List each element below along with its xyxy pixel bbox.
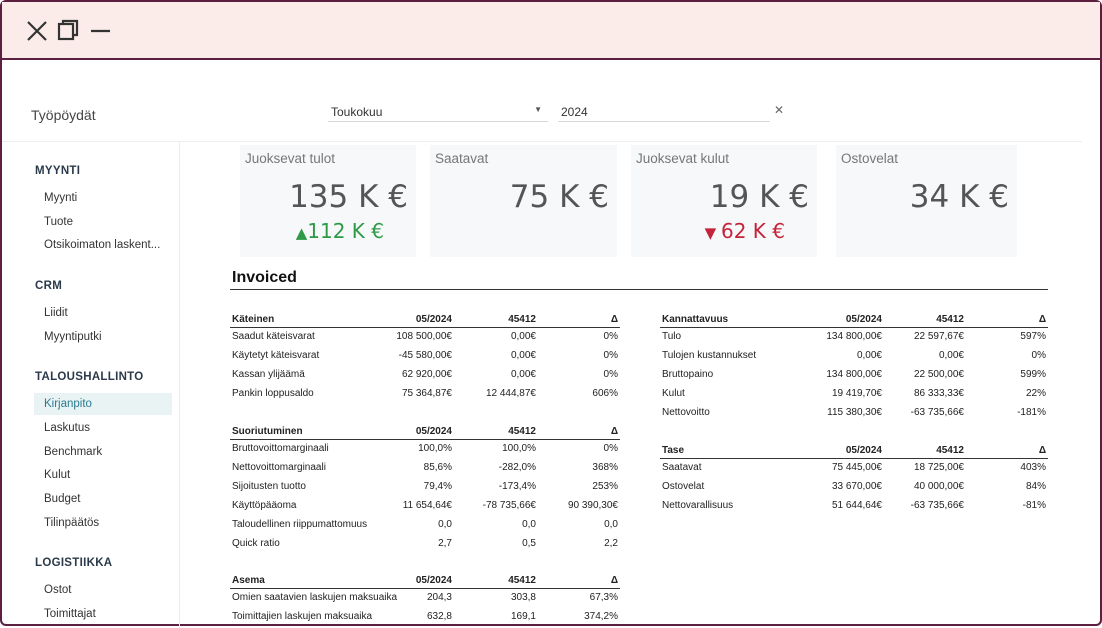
cell-value: 19 419,70€: [831, 388, 882, 399]
row-label: Bruttopaino: [662, 369, 714, 380]
cell-value: 75 445,00€: [831, 462, 882, 474]
table-suoriutuminen: [230, 425, 620, 553]
cell-value: 12 444,87€: [485, 388, 536, 399]
app-title: Työpöydät: [31, 107, 96, 123]
row-label: Sijoitusten tuotto: [232, 481, 306, 492]
cell-value: 84%: [1025, 481, 1046, 492]
nav-group-logistiikka: LOGISTIIKKA: [35, 557, 113, 569]
row-label: Tulojen kustannukset: [662, 350, 757, 361]
row-label: Kassan ylijäämä: [232, 369, 305, 380]
kpi-card-value: 75 K €: [509, 179, 609, 215]
cell-value: 0,00€: [938, 350, 964, 361]
year-input[interactable]: [558, 104, 770, 122]
sidebar-item-otsikoimaton[interactable]: Otsikoimaton laskent...: [44, 239, 161, 251]
column-header: Δ: [538, 425, 620, 439]
section-divider: [230, 289, 1048, 290]
cell-value: 134 800,00€: [826, 369, 882, 380]
cell-value: 0,0: [438, 519, 452, 530]
triangle-down-icon: ▼: [704, 224, 721, 242]
cell-value: -63 735,66€: [910, 500, 964, 511]
sidebar-item-myyntiputki[interactable]: Myyntiputki: [44, 331, 102, 343]
column-header: 45412: [454, 574, 538, 588]
cell-value: 0,0: [604, 519, 618, 530]
cell-value: 632,8: [426, 611, 452, 622]
cell-value: 11 654,64€: [402, 500, 452, 511]
sidebar-item-kirjanpito[interactable]: Kirjanpito: [34, 393, 172, 415]
table-row: [230, 496, 620, 515]
sidebar-item-liidit[interactable]: Liidit: [44, 307, 68, 319]
cell-value: 368%: [592, 462, 618, 473]
row-label: Taloudellinen riippumattomuus: [232, 519, 368, 530]
nav-group-myynti: MYYNTI: [35, 165, 81, 177]
table-row: [660, 458, 1048, 477]
table-row: [230, 327, 620, 346]
kpi-card-value: 34 K €: [909, 179, 1009, 215]
column-header: 45412: [454, 313, 538, 327]
row-label: Nettovarallisuus: [662, 500, 734, 511]
table-row: [660, 346, 1048, 365]
year-input-value: 2024: [561, 105, 588, 119]
column-header: 45412: [884, 444, 966, 458]
row-label: Tulo: [662, 331, 682, 343]
close-icon[interactable]: [24, 18, 50, 44]
cell-value: 0%: [603, 350, 618, 361]
row-label: Nettovoitto: [662, 407, 710, 418]
kpi-card-delta-value: 112 K €: [307, 219, 384, 243]
cell-value: 75 364,87€: [401, 388, 452, 399]
row-label: Saatavat: [662, 462, 702, 474]
table-header-row: [230, 574, 620, 588]
table-row: [660, 327, 1048, 346]
cell-value: 2,2: [604, 538, 618, 549]
table-row: [230, 384, 620, 403]
kpi-card-delta: [296, 219, 384, 243]
triangle-up-icon: ▲: [295, 224, 308, 242]
column-header: 05/2024: [790, 444, 884, 458]
column-header: 45412: [454, 425, 538, 439]
table-row: [230, 477, 620, 496]
cell-value: 67,3%: [589, 592, 618, 604]
cell-value: 0,00€: [856, 350, 882, 361]
cell-value: -173,4%: [498, 481, 536, 492]
cell-value: 85,6%: [423, 462, 452, 473]
kpi-card-title: Juoksevat tulot: [245, 151, 336, 166]
column-header: Asema: [230, 574, 370, 588]
kpi-card-title: Ostovelat: [841, 151, 899, 166]
cell-value: -181%: [1017, 407, 1046, 418]
cell-value: 599%: [1020, 369, 1046, 380]
sidebar: [20, 142, 180, 628]
nav-group-taloushallinto: TALOUSHALLINTO: [35, 371, 144, 383]
table-header-row: [230, 313, 620, 327]
table-row: [230, 439, 620, 458]
table-row: [230, 365, 620, 384]
column-header: Δ: [966, 313, 1048, 327]
table-kateinen: [230, 313, 620, 403]
table-tase: [660, 444, 1048, 515]
row-label: Pankin loppusaldo: [232, 388, 314, 399]
table-header-row: [660, 313, 1048, 327]
kpi-card-value: 19 K €: [709, 179, 809, 215]
table-asema: [230, 574, 620, 626]
cell-value: 0%: [603, 369, 618, 380]
cell-value: 0,0: [522, 519, 536, 530]
table-kannattavuus: [660, 313, 1048, 422]
column-header: Δ: [538, 313, 620, 327]
cell-value: 40 000,00€: [913, 481, 964, 492]
sidebar-item-budget[interactable]: Budget: [44, 493, 81, 505]
column-header: 05/2024: [790, 313, 884, 327]
cell-value: 0%: [1031, 350, 1046, 361]
sidebar-item-toimittajat[interactable]: Toimittajat: [44, 608, 96, 620]
restore-window-icon[interactable]: [56, 18, 82, 44]
cell-value: 597%: [1020, 331, 1046, 343]
row-label: Saadut käteisvarat: [232, 331, 315, 343]
row-label: Quick ratio: [232, 538, 280, 549]
cell-value: 62 920,00€: [401, 369, 452, 380]
column-header: 05/2024: [370, 425, 454, 439]
kpi-card-ostovelat[interactable]: [836, 145, 1017, 257]
cell-value: -78 735,66€: [482, 500, 536, 511]
clear-filter-icon[interactable]: ✕: [774, 103, 785, 117]
kpi-card-juoksevat-kulut[interactable]: [631, 145, 817, 257]
cell-value: 253%: [592, 481, 618, 492]
table-row: [230, 515, 620, 534]
cell-value: 606%: [592, 388, 618, 399]
cell-value: 51 644,64€: [831, 500, 882, 511]
cell-value: 0,00€: [510, 331, 536, 343]
table-row: [660, 496, 1048, 515]
table-row: [230, 534, 620, 553]
section-title: Invoiced: [232, 269, 297, 286]
cell-value: 22 597,67€: [913, 331, 964, 343]
kpi-card-delta-value: 62 K €: [720, 219, 785, 243]
row-label: Omien saatavien laskujen maksuaika: [232, 592, 398, 604]
column-header: Tase: [660, 444, 790, 458]
cell-value: 108 500,00€: [396, 331, 452, 343]
row-label: Käytetyt käteisvarat: [232, 350, 320, 361]
cell-value: 0,00€: [510, 350, 536, 361]
cell-value: 18 725,00€: [913, 462, 964, 474]
table-row: [230, 458, 620, 477]
cell-value: 90 390,30€: [567, 500, 618, 511]
kpi-card-title: Saatavat: [435, 151, 489, 166]
column-header: Δ: [538, 574, 620, 588]
column-header: 05/2024: [370, 574, 454, 588]
nav-group-crm: CRM: [35, 280, 63, 292]
sidebar-item-tilinpaatos[interactable]: Tilinpäätös: [44, 517, 100, 529]
cell-value: 100,0%: [502, 443, 536, 455]
month-select[interactable]: [328, 104, 548, 122]
sidebar-item-benchmark[interactable]: Benchmark: [44, 446, 103, 458]
row-label: Kulut: [662, 388, 685, 399]
row-label: Bruttovoittomarginaali: [232, 443, 329, 455]
cell-value: 204,3: [426, 592, 452, 604]
sidebar-item-kulut[interactable]: Kulut: [44, 469, 71, 481]
row-label: Nettovoittomarginaali: [232, 462, 326, 473]
cell-value: 86 333,33€: [913, 388, 964, 399]
cell-value: 22%: [1025, 388, 1046, 399]
cell-value: 33 670,00€: [831, 481, 882, 492]
sidebar-item-tuote[interactable]: Tuote: [44, 216, 73, 228]
table-header-row: [660, 444, 1048, 458]
table-row: [660, 477, 1048, 496]
table-row: [230, 588, 620, 607]
sidebar-item-laskutus[interactable]: Laskutus: [44, 422, 91, 434]
kpi-card-value: 135 K €: [289, 179, 408, 215]
table-row: [660, 403, 1048, 422]
cell-value: 374,2%: [584, 611, 618, 622]
cell-value: 2,7: [438, 538, 452, 549]
sidebar-item-ostot[interactable]: Ostot: [44, 584, 72, 596]
cell-value: 0%: [603, 443, 618, 455]
column-header: Δ: [966, 444, 1048, 458]
cell-value: 22 500,00€: [913, 369, 964, 380]
month-select-value: Toukokuu: [331, 105, 383, 119]
table-row: [230, 607, 620, 626]
dashboard-header: [2, 60, 1082, 142]
sidebar-item-myynti[interactable]: Myynti: [44, 192, 78, 204]
kpi-card-saatavat[interactable]: [430, 145, 617, 257]
kpi-card-delta: [705, 219, 785, 243]
table-header-row: [230, 425, 620, 439]
column-header: Suoriutuminen: [230, 425, 370, 439]
cell-value: 0,00€: [510, 369, 536, 380]
column-header: 45412: [884, 313, 966, 327]
kpi-card-juoksevat-tulot[interactable]: [240, 145, 416, 257]
cell-value: 134 800,00€: [826, 331, 882, 343]
row-label: Ostovelat: [662, 481, 705, 492]
cell-value: -63 735,66€: [910, 407, 964, 418]
kpi-card-title: Juoksevat kulut: [636, 151, 730, 166]
minimize-icon[interactable]: [88, 18, 114, 44]
row-label: Toimittajien laskujen maksuaika: [232, 611, 373, 622]
column-header: Käteinen: [230, 313, 370, 327]
table-row: [660, 365, 1048, 384]
cell-value: -81%: [1022, 500, 1046, 511]
column-header: 05/2024: [370, 313, 454, 327]
cell-value: 100,0%: [418, 443, 452, 455]
window-titlebar: [2, 2, 1100, 60]
cell-value: 0%: [603, 331, 618, 343]
cell-value: 0,5: [522, 538, 536, 549]
cell-value: 403%: [1020, 462, 1046, 474]
row-label: Käyttöpääoma: [232, 500, 297, 511]
cell-value: 303,8: [510, 592, 536, 604]
table-row: [230, 346, 620, 365]
table-row: [660, 384, 1048, 403]
column-header: Kannattavuus: [660, 313, 790, 327]
caret-down-icon: ▼: [534, 105, 542, 114]
cell-value: 79,4%: [423, 481, 452, 492]
cell-value: -45 580,00€: [398, 350, 452, 361]
cell-value: 169,1: [510, 611, 536, 622]
cell-value: 115 380,30€: [827, 407, 882, 418]
cell-value: -282,0%: [498, 462, 536, 473]
